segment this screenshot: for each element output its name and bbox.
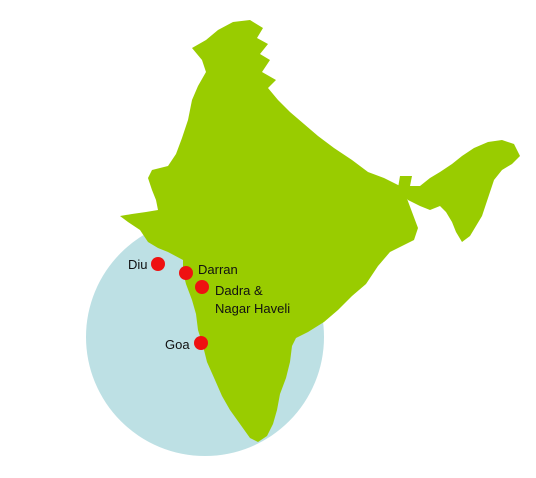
place-label-goa: Goa xyxy=(165,337,190,352)
place-label-dadra-line2: Nagar Haveli xyxy=(215,301,291,316)
place-marker-diu[interactable] xyxy=(151,257,165,271)
place-marker-goa[interactable] xyxy=(194,336,208,350)
place-marker-dadra-nagar-haveli[interactable] xyxy=(195,280,209,294)
place-label-darran: Darran xyxy=(198,262,238,277)
place-marker-darran[interactable] xyxy=(179,266,193,280)
place-label-dadra-line1: Dadra & xyxy=(215,283,263,298)
place-label-diu: Diu xyxy=(128,257,148,272)
